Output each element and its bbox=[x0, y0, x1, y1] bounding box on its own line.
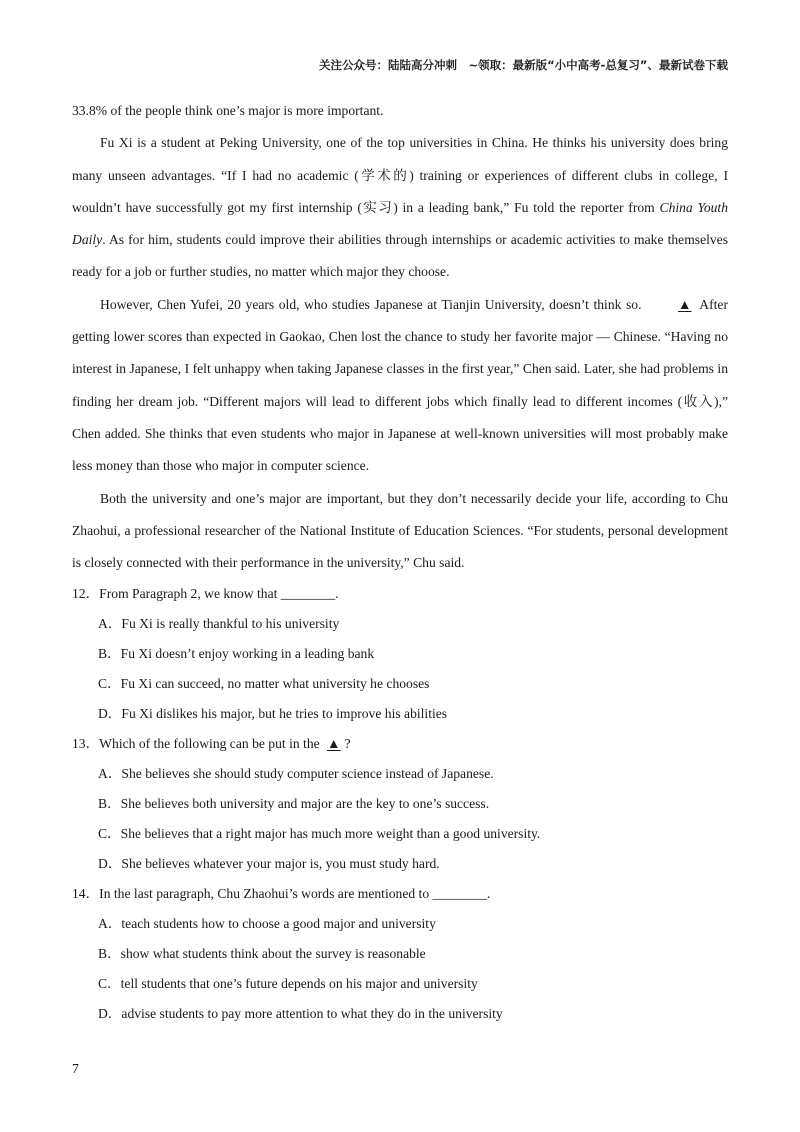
option-a: A．Fu Xi is really thankful to his university bbox=[98, 616, 340, 632]
question-stem: 14．In the last paragraph, Chu Zhaohui’s words are mentioned to ________. bbox=[72, 886, 491, 902]
option-a: A．She believes she should study computer science instead of Japanese. bbox=[98, 766, 494, 782]
question-stem bbox=[72, 729, 728, 759]
paragraph-3-text-b: After getting lower scores than expected in Gaokao, Chen lost the chance to study her favorite major — Chinese. “Having no interest in Japanese, I felt unhappy when taking Japanese classes in the first year,” Chen said. Later, she had problems in finding her dream job. “Different majors will lead to different jobs which finally lead to different incomes (收入),” Chen added. She thinks that even students who major in Japanese at well-known universities will most probably make less money than those who major in computer science. bbox=[72, 296, 728, 474]
option-d: D．She believes whatever your major is, you must study hard. bbox=[98, 856, 440, 872]
paragraph-1: 33.8% of the people think one’s major is more important. bbox=[72, 103, 384, 118]
option-c: C．She believes that a right major has much more weight than a good university. bbox=[98, 826, 541, 842]
question-stem-text-a: 13．Which of the following can be put in the bbox=[72, 736, 324, 752]
paragraph-4: Both the university and one’s major are important, but they don’t necessarily decide your life, according to Chu Zhaohui, a professional researcher of the National Institute of Education Sciences. “For students, personal development is closely connected with their performance in the university,” Chu said. bbox=[72, 490, 728, 571]
option-c: C．Fu Xi can succeed, no matter what university he chooses bbox=[98, 676, 430, 692]
paragraph-3-text-a: However, Chen Yufei, 20 years old, who studies Japanese at Tianjin University, doesn’t think so. bbox=[100, 296, 647, 312]
option-a: A．teach students how to choose a good major and university bbox=[98, 916, 436, 932]
option-d: D．Fu Xi dislikes his major, but he tries to improve his abilities bbox=[98, 706, 448, 722]
option-b: B．Fu Xi doesn’t enjoy working in a leading bank bbox=[98, 646, 375, 662]
newspaper-name: China Youth Daily bbox=[72, 199, 728, 248]
option-b: B．She believes both university and major are the key to one’s success. bbox=[98, 796, 490, 812]
question-12 bbox=[72, 579, 728, 729]
question-13 bbox=[72, 729, 728, 879]
document-body bbox=[72, 95, 728, 1029]
blank-marker: ▲ bbox=[678, 296, 692, 312]
option-b: B．show what students think about the survey is reasonable bbox=[98, 946, 426, 962]
question-stem: 12．From Paragraph 2, we know that ________. bbox=[72, 586, 339, 602]
page-header: 关注公众号：陆陆高分冲刺 ~领取：最新版“小中高考-总复习”、最新试卷下载 bbox=[318, 58, 728, 72]
question-stem-text-b: ? bbox=[344, 736, 351, 752]
page-number: 7 bbox=[72, 1061, 79, 1076]
paragraph-2-text-b: . As for him, students could improve their abilities through internships or academic activities to make themselves ready for a job or further studies, no matter which major they choose. bbox=[72, 232, 728, 280]
blank-marker: ▲ bbox=[327, 736, 341, 752]
option-d: D．advise students to pay more attention to what they do in the university bbox=[98, 1006, 503, 1022]
question-14 bbox=[72, 879, 728, 1029]
paragraph-3 bbox=[72, 289, 728, 483]
option-c: C．tell students that one’s future depends on his major and university bbox=[98, 976, 478, 992]
paragraph-2 bbox=[72, 127, 728, 288]
paragraph-2-text-a: Fu Xi is a student at Peking University, one of the top universities in China. He thinks his university does bring many unseen advantages. “If I had no academic (学术的) training or experiences of different clubs in college, I wouldn’t have successfully got my first internship (实习) in a leading bank,” Fu told the reporter from bbox=[72, 135, 728, 215]
